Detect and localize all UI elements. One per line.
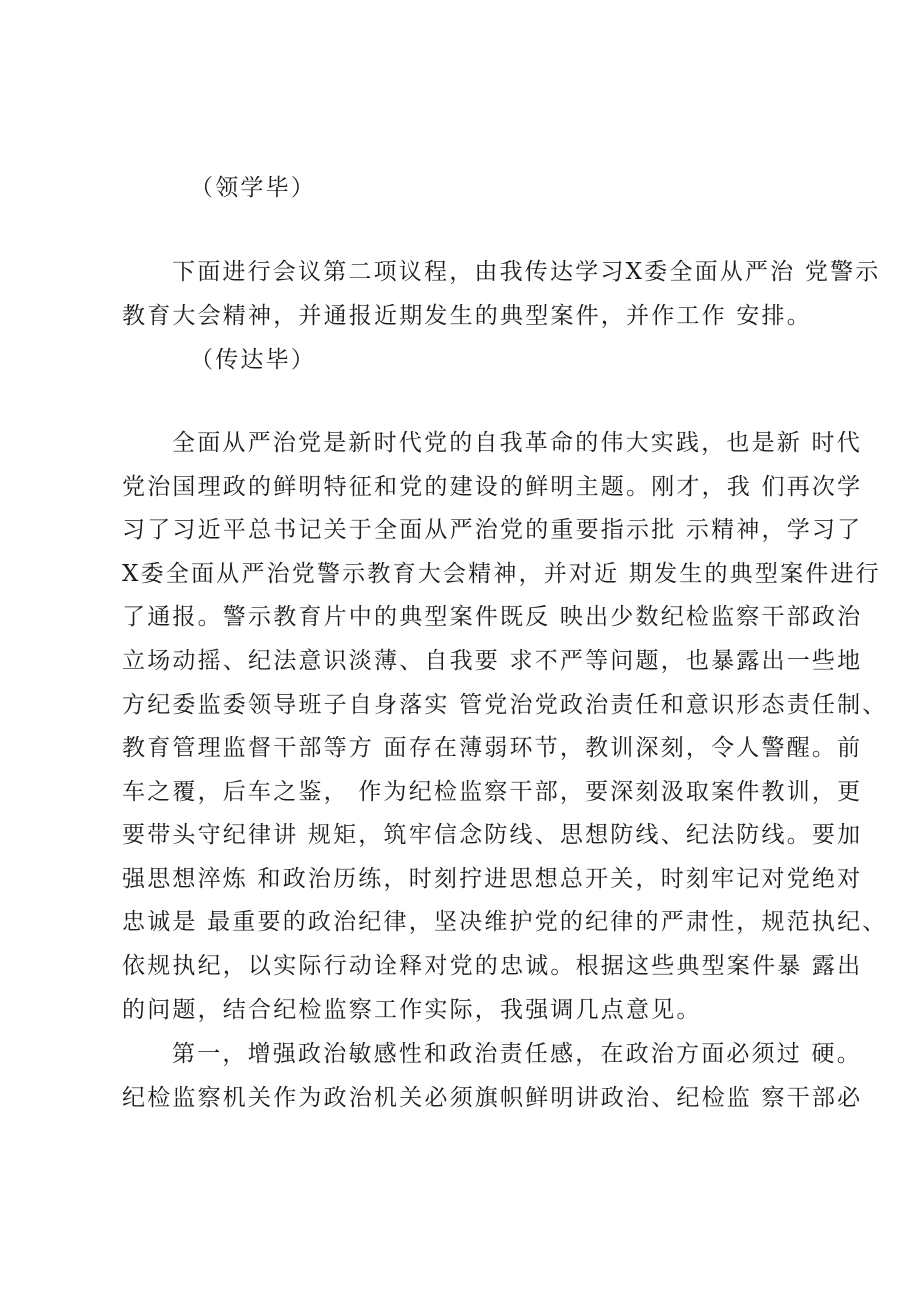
paragraph-line: 立场动摇、纪法意识淡薄、自我要 求不严等问题，也暴露出一些地 [122,648,863,674]
paragraph-line: 车之覆，后车之鉴， 作为纪检监察干部，要深刻汲取案件教训，更 [122,779,863,805]
paragraph-line: 要带头守纪律讲 规矩，筑牢信念防线、思想防线、纪法防线。要加 [122,822,863,848]
paragraph-line: 全面从严治党是新时代党的自我革命的伟大实践，也是新 时代 [172,430,862,456]
paragraph-line: 依规执纪，以实际行动诠释对党的忠诚。根据这些典型案件暴 露出 [122,953,863,979]
paragraph-line: 方纪委监委领导班子自身落实 管党治党政治责任和意识形态责任制、 [122,692,888,718]
paragraph-line: 了通报。警示教育片中的典型案件既反 映出少数纪检监察干部政治 [122,604,863,630]
paragraph-line: 纪检监察机关作为政治机关必须旗帜鲜明讲政治、纪检监 察干部必 [122,1085,863,1111]
paragraph-line: 教育大会精神，并通报近期发生的典型案件，并作工作 安排。 [122,303,812,329]
note-lingxue-bi: （领学毕） [190,175,316,201]
paragraph-line: 强思想淬炼 和政治历练，时刻拧进思想总开关，时刻牢记对党绝对 [122,866,863,892]
paragraph-line: 习了习近平总书记关于全面从严治党的重要指示批 示精神，学习了 [122,517,863,543]
note-chuanda-bi: （传达毕） [190,347,316,373]
paragraph-line: 教育管理监督干部等方 面存在薄弱环节，教训深刻，令人警醒。前 [122,735,863,761]
paragraph-line: 第一，增强政治敏感性和政治责任感，在政治方面必须过 硬。 [172,1041,862,1067]
paragraph-line: 党治国理政的鲜明特征和党的建设的鲜明主题。刚才，我 们再次学 [122,474,863,500]
paragraph-line: 忠诚是 最重要的政治纪律，坚决维护党的纪律的严肃性，规范执纪、 [122,909,888,935]
paragraph-line: 下面进行会议第二项议程，由我传达学习X委全面从严治 党警示 [172,259,881,285]
paragraph-line: 的问题，结合纪检监察工作实际，我强调几点意见。 [122,997,702,1023]
paragraph-line: X委全面从严治党警示教育大会精神，并对近 期发生的典型案件进行 [122,561,881,587]
